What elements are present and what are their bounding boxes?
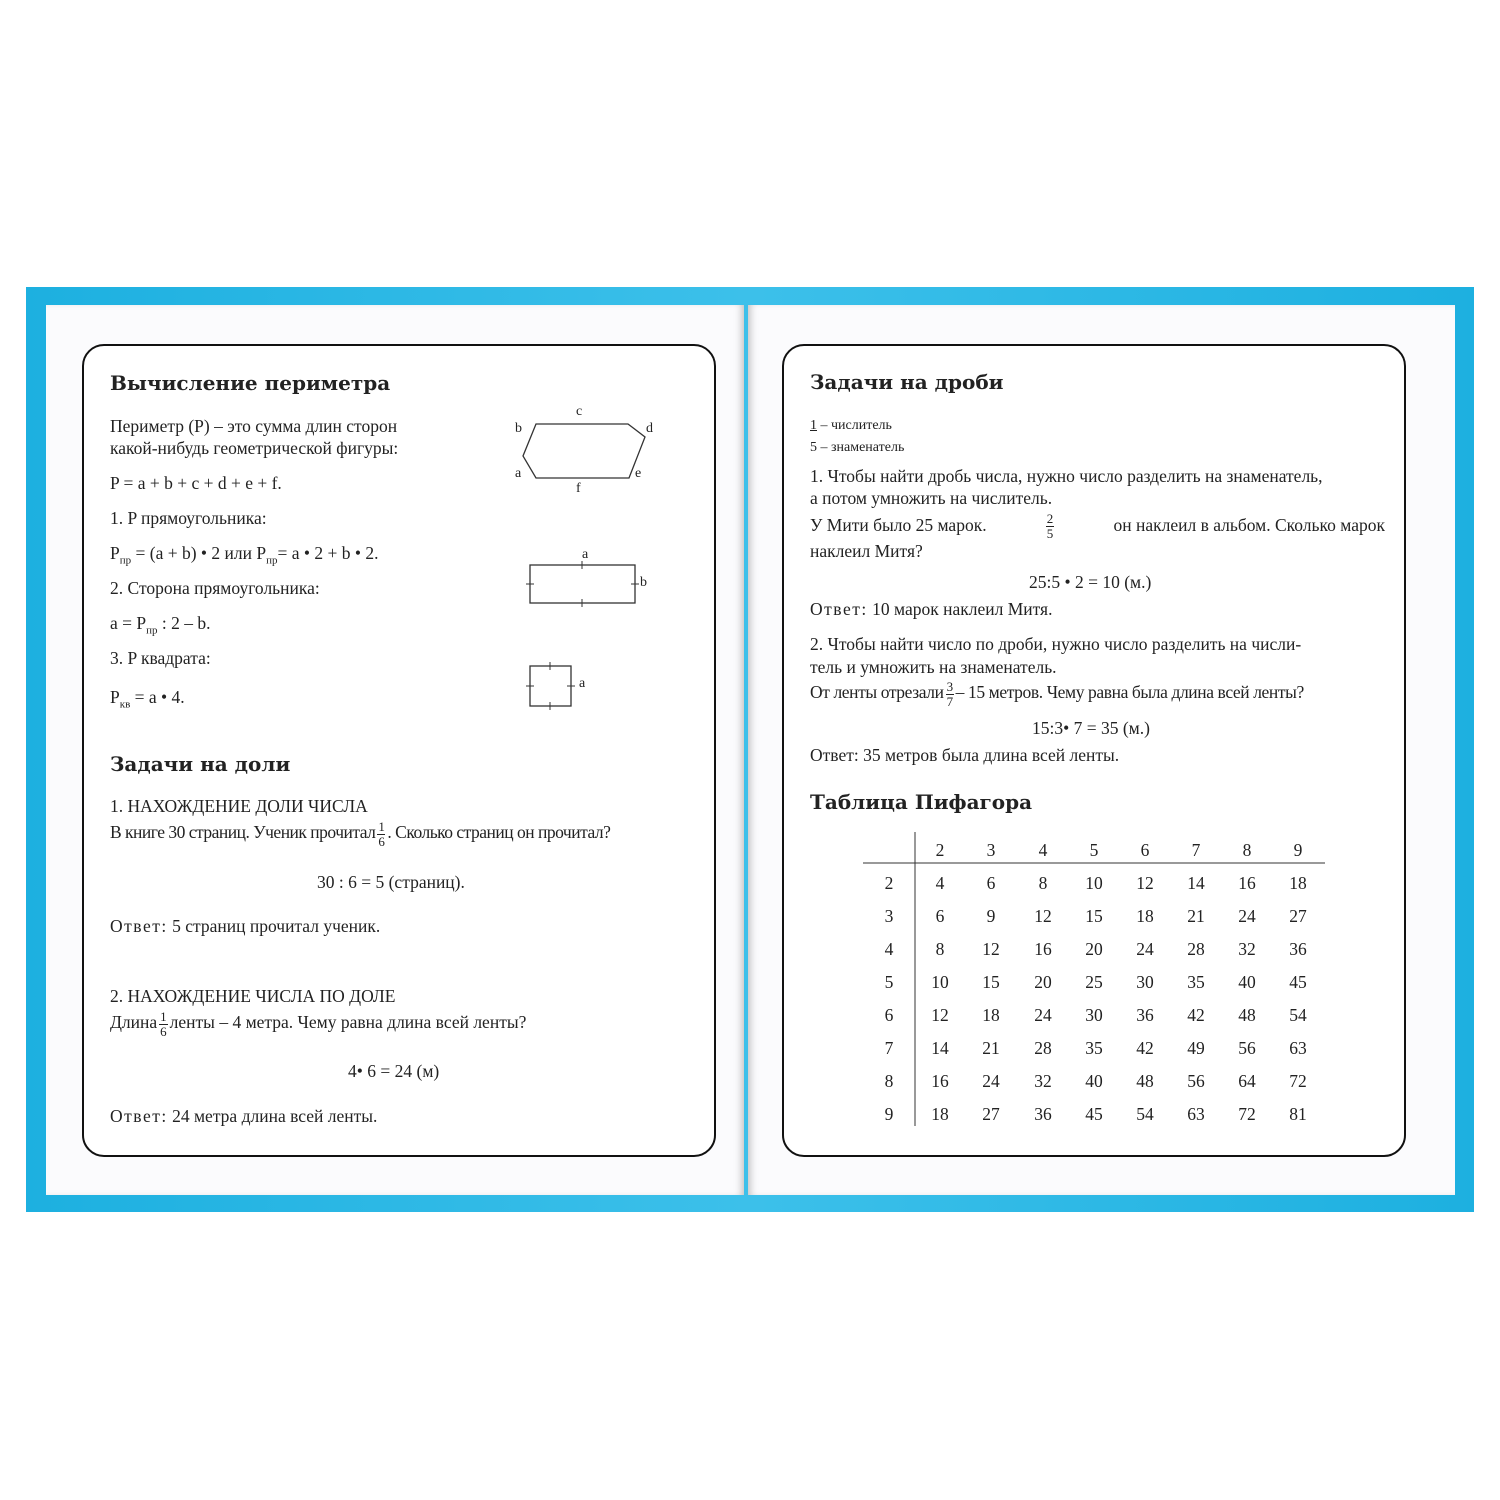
pythagoras-title: Таблица Пифагора xyxy=(810,790,1033,814)
table-row-header: 9 xyxy=(884,1104,894,1124)
hexagon-label-c: c xyxy=(576,404,583,419)
table-cell: 42 xyxy=(1187,1005,1205,1025)
table-cell: 36 xyxy=(1136,1005,1154,1025)
table-column-header: 7 xyxy=(1191,840,1201,860)
table-cell: 28 xyxy=(1187,939,1205,959)
example1-text: У Мити было 25 марок. $\frac{2}{5}$ он наклеил в альбом. Сколько марок xyxy=(810,511,1385,541)
table-cell: 48 xyxy=(1136,1071,1154,1091)
example1-line2: наклеил Митя? xyxy=(810,541,923,561)
rule2-line1: 2. Чтобы найти число по дроби, нужно число разделить на числи- xyxy=(810,634,1302,654)
table-cell: 28 xyxy=(1034,1038,1052,1058)
table-cell: 54 xyxy=(1289,1005,1307,1025)
task2-text: Длина $\frac{1}{6}$ ленты – 4 метра. Чему равна длина всей ленты? xyxy=(110,1009,527,1039)
square-perimeter-formula: $P_{кв} = a$ • 4. xyxy=(110,687,185,711)
table-cell: 30 xyxy=(1136,972,1154,992)
table-cell: 12 xyxy=(1136,873,1154,893)
table-cell: 16 xyxy=(1238,873,1256,893)
hexagon-label-b: b xyxy=(515,421,522,436)
hexagon-label-e: e xyxy=(635,466,642,481)
table-cell: 49 xyxy=(1187,1038,1205,1058)
table-cell: 35 xyxy=(1187,972,1205,992)
fractions-title: Задачи на дроби xyxy=(810,370,1004,394)
rectangle-side-heading: 2. Сторона прямоугольника: xyxy=(110,578,320,598)
table-cell: 12 xyxy=(931,1005,949,1025)
table-cell: 9 xyxy=(986,906,996,926)
table-cell: 32 xyxy=(1238,939,1256,959)
rule1-line2: а потом умножить на числитель. xyxy=(810,488,1053,508)
table-cell: 12 xyxy=(982,939,1000,959)
table-cell: 21 xyxy=(1187,906,1205,926)
table-cell: 20 xyxy=(1085,939,1103,959)
perimeter-definition-1: Периметр (P) – это сумма длин сторон xyxy=(110,416,398,436)
table-cell: 36 xyxy=(1034,1104,1052,1124)
rule2-line2: тель и умножить на знаменатель. xyxy=(810,657,1057,677)
table-cell: 4 xyxy=(935,873,945,893)
table-column-header: 3 xyxy=(986,840,996,860)
table-cell: 8 xyxy=(935,939,945,959)
table-column-header: 6 xyxy=(1140,840,1150,860)
table-row-header: 3 xyxy=(884,906,894,926)
hexagon-label-a: a xyxy=(515,466,522,481)
rectangle-side-formula: $a = P_{пр}$ : 2 – b. xyxy=(110,613,211,637)
task1-title: 1. НАХОЖДЕНИЕ ДОЛИ ЧИСЛА xyxy=(110,796,368,816)
table-cell: 35 xyxy=(1085,1038,1103,1058)
shares-title: Задачи на доли xyxy=(110,752,291,776)
table-cell: 42 xyxy=(1136,1038,1154,1058)
table-cell: 24 xyxy=(1136,939,1154,959)
table-cell: 81 xyxy=(1289,1104,1307,1124)
table-cell: 6 xyxy=(935,906,945,926)
table-cell: 63 xyxy=(1187,1104,1205,1124)
table-cell: 64 xyxy=(1238,1071,1256,1091)
perimeter-formula: P = a + b + c + d + e + f. xyxy=(110,473,282,493)
perimeter-definition-2: какой-нибудь геометрической фигуры: xyxy=(110,438,399,458)
table-cell: 27 xyxy=(982,1104,1000,1124)
table-column-header: 8 xyxy=(1242,840,1252,860)
table-cell: 30 xyxy=(1085,1005,1103,1025)
table-column-header: 4 xyxy=(1038,840,1048,860)
table-row-header: 2 xyxy=(884,873,894,893)
table-cell: 21 xyxy=(982,1038,1000,1058)
example1-answer: Ответ: 10 марок наклеил Митя. xyxy=(810,599,1053,619)
table-cell: 56 xyxy=(1187,1071,1205,1091)
table-cell: 40 xyxy=(1085,1071,1103,1091)
task1-answer: Ответ: 5 страниц прочитал ученик. xyxy=(110,916,381,936)
table-column-header: 5 xyxy=(1089,840,1099,860)
rectangle-label-a: a xyxy=(582,547,589,562)
table-cell: 45 xyxy=(1085,1104,1103,1124)
task1-text: В книге 30 страниц. Ученик прочитал $\frac{1}{6}$ . Сколько страниц он прочитал? xyxy=(110,819,611,849)
table-cell: 48 xyxy=(1238,1005,1256,1025)
table-cell: 6 xyxy=(986,873,996,893)
table-cell: 15 xyxy=(982,972,1000,992)
task1-calculation: 30 : 6 = 5 (страниц). xyxy=(317,872,465,892)
example1-calculation: 25:5 • 2 = 10 (м.) xyxy=(1029,572,1152,592)
numerator-definition: 1 – числитель xyxy=(810,418,892,433)
rectangle-label-b: b xyxy=(640,575,647,590)
table-cell: 32 xyxy=(1034,1071,1052,1091)
table-cell: 14 xyxy=(1187,873,1205,893)
table-cell: 56 xyxy=(1238,1038,1256,1058)
table-cell: 8 xyxy=(1038,873,1048,893)
table-row-header: 6 xyxy=(884,1005,894,1025)
table-cell: 63 xyxy=(1289,1038,1307,1058)
table-cell: 54 xyxy=(1136,1104,1154,1124)
table-cell: 10 xyxy=(1085,873,1103,893)
task2-calculation: 4• 6 = 24 (м) xyxy=(348,1061,440,1081)
denominator-definition: 5 – знаменатель xyxy=(810,440,905,455)
task2-title: 2. НАХОЖДЕНИЕ ЧИСЛА ПО ДОЛЕ xyxy=(110,986,396,1006)
example2-answer: Ответ: 35 метров была длина всей ленты. xyxy=(810,745,1120,765)
table-cell: 18 xyxy=(1136,906,1154,926)
table-cell: 16 xyxy=(931,1071,949,1091)
rectangle-perimeter-formula: $P_{пр} = (a + b)$ • 2 или $P_{пр}= a$ • 2 + b • 2. xyxy=(110,543,379,567)
table-cell: 14 xyxy=(931,1038,949,1058)
table-cell: 24 xyxy=(1034,1005,1052,1025)
table-cell: 72 xyxy=(1289,1071,1307,1091)
perimeter-title: Вычисление периметра xyxy=(110,371,391,395)
hexagon-label-f: f xyxy=(576,481,581,496)
table-cell: 16 xyxy=(1034,939,1052,959)
table-column-header: 9 xyxy=(1293,840,1303,860)
table-cell: 24 xyxy=(982,1071,1000,1091)
table-cell: 18 xyxy=(931,1104,949,1124)
hexagon-label-d: d xyxy=(646,421,653,436)
table-row-header: 7 xyxy=(884,1038,894,1058)
table-cell: 25 xyxy=(1085,972,1103,992)
rule1-line1: 1. Чтобы найти дробь числа, нужно число разделить на знаменатель, xyxy=(810,466,1323,486)
example2-text: От ленты отрезали $\frac{3}{7}$ – 15 метров. Чему равна была длина всей ленты? xyxy=(810,679,1304,709)
table-column-header: 2 xyxy=(935,840,945,860)
rectangle-perimeter-heading: 1. P прямоугольника: xyxy=(110,508,267,528)
table-row-header: 8 xyxy=(884,1071,894,1091)
table-cell: 40 xyxy=(1238,972,1256,992)
table-cell: 18 xyxy=(1289,873,1307,893)
table-cell: 20 xyxy=(1034,972,1052,992)
table-row-header: 4 xyxy=(884,939,894,959)
table-cell: 24 xyxy=(1238,906,1256,926)
table-row-header: 5 xyxy=(884,972,894,992)
table-cell: 15 xyxy=(1085,906,1103,926)
task2-answer: Ответ: 24 метра длина всей ленты. xyxy=(110,1106,378,1126)
table-cell: 27 xyxy=(1289,906,1307,926)
table-cell: 10 xyxy=(931,972,949,992)
table-cell: 45 xyxy=(1289,972,1307,992)
hexagon-figure xyxy=(523,424,645,478)
table-cell: 12 xyxy=(1034,906,1052,926)
table-cell: 18 xyxy=(982,1005,1000,1025)
square-perimeter-heading: 3. P квадрата: xyxy=(110,648,211,668)
square-figure xyxy=(530,666,571,706)
square-label-a: a xyxy=(579,676,586,691)
table-cell: 36 xyxy=(1289,939,1307,959)
rectangle-figure xyxy=(530,565,635,603)
table-cell: 72 xyxy=(1238,1104,1256,1124)
example2-calculation: 15:3• 7 = 35 (м.) xyxy=(1032,718,1150,738)
